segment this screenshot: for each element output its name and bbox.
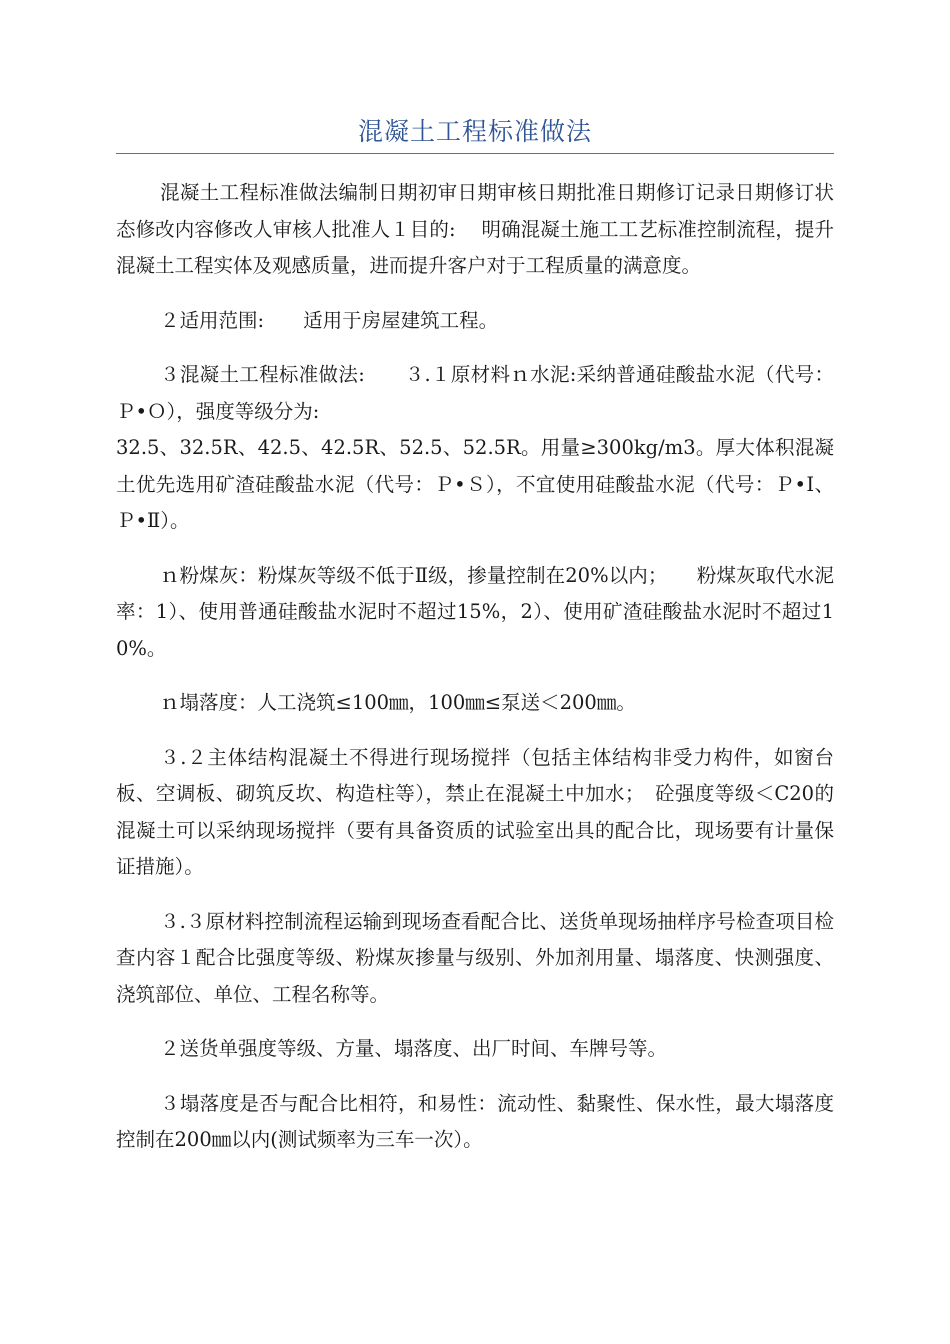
- paragraph-material-control: ３.３原材料控制流程运输到现场查看配合比、送货单现场抽样序号检查项目检查内容１配合比强度等级、粉煤灰掺量与级别、外加剂用量、塌落度、快测强度、浇筑部位、单位、工程名称等。: [116, 909, 834, 1006]
- paragraph-slump-check: ３塌落度是否与配合比相符，和易性：流动性、黏聚性、保水性，最大塌落度控制在200㎜以内(测试频率为三车一次）。: [116, 1091, 834, 1151]
- paragraph-onsite-mixing: ３.２主体结构混凝土不得进行现场搅拌（包括主体结构非受力构件，如窗台板、空调板、砌筑反坎、构造柱等），禁止在混凝土中加水； 砼强度等级＜C20的混凝土可以采纳现场搅拌（要有具备资质的试验室出具的配合比，现场要有计量保证措施）。: [116, 745, 834, 878]
- paragraph-cement-grades: 32.5、32.5R、42.5、42.5R、52.5、52.5R。用量≥300kg/m3。厚大体积混凝土优先选用矿渣硅酸盐水泥（代号：Ｐ•Ｓ），不宜使用硅酸盐水泥（代号：Ｐ•Ⅰ、Ｐ•Ⅱ）。: [116, 436, 834, 532]
- paragraph-fly-ash: ｎ粉煤灰：粉煤灰等级不低于Ⅱ级，掺量控制在20%以内； 粉煤灰取代水泥率：1）、使用普通硅酸盐水泥时不超过15%，2）、使用矿渣硅酸盐水泥时不超过10%。: [116, 563, 834, 660]
- document-body: [116, 175, 834, 1177]
- paragraph-cement: ３混凝土工程标准做法: ３.１原材料ｎ水泥:采纳普通硅酸盐水泥（代号：Ｐ•Ｏ），强度等级分为:: [116, 363, 834, 423]
- title-underline: [116, 153, 834, 154]
- document-title: 混凝土工程标准做法: [357, 117, 592, 146]
- paragraph-delivery-note: ２送货单强度等级、方量、塌落度、出厂时间、车牌号等。: [160, 1037, 668, 1060]
- paragraph-scope: ２适用范围: 适用于房屋建筑工程。: [160, 308, 499, 332]
- paragraph-purpose: 混凝土工程标准做法编制日期初审日期审核日期批准日期修订记录日期修订状态修改内容修改人审核人批准人１目的: 明确混凝土施工工艺标准控制流程，提升混凝土工程实体及观感质量，进而提升客户对于工程质量的满意度。: [116, 181, 834, 277]
- paragraph-slump: ｎ塌落度：人工浇筑≤100㎜，100㎜≤泵送＜200㎜。: [160, 691, 636, 714]
